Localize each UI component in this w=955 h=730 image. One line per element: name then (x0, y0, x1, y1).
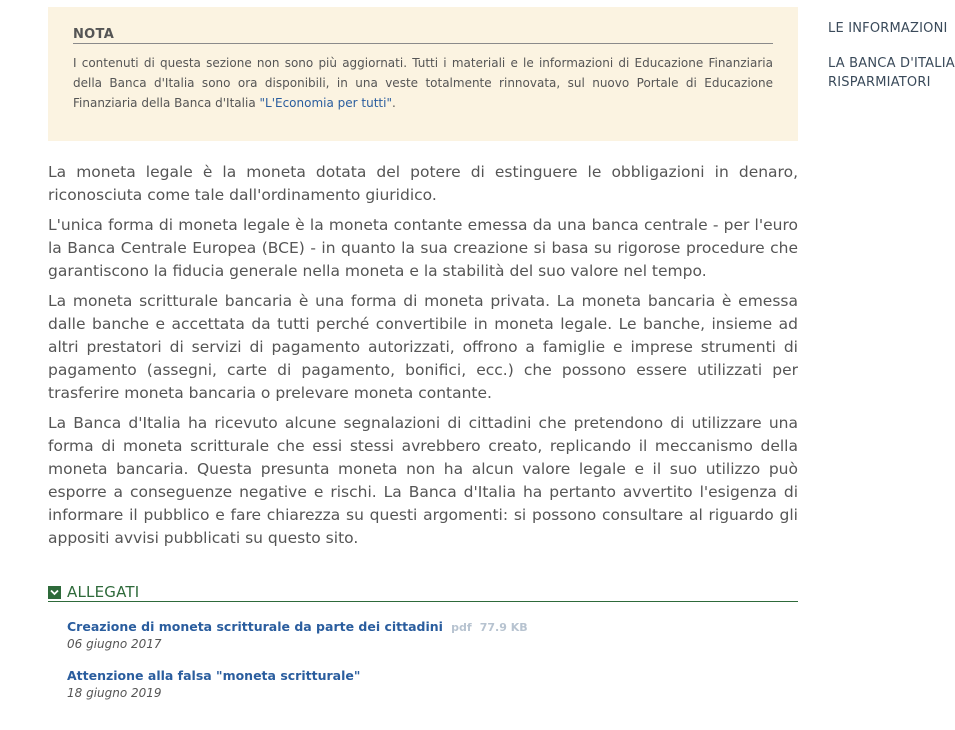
paragraph: L'unica forma di moneta legale è la moneta contante emessa da una banca centrale - per l'euro la Banca Centrale Europea (BCE) - in quanto la sua creazione si basa su rigorose procedure che garantiscono la fiducia generale nella moneta e la stabilità del suo valore nel tempo. (48, 216, 798, 280)
attachment-date: 18 giugno 2019 (67, 686, 162, 700)
attachment-format: pdf (451, 621, 472, 634)
attachment-link[interactable]: Creazione di moneta scritturale da parte dei cittadini (67, 619, 443, 634)
nota-title: NOTA (73, 27, 773, 44)
attachment-item (67, 616, 798, 651)
nota-end: . (392, 96, 396, 110)
nota-body: I contenuti di questa sezione non sono più aggiornati. Tutti i materiali e le informazioni di Educazione Finanziaria della Banca d'Italia sono ora disponibili, in una veste totalmente rinnovata, sul nuovo Portale di Educazione Finanziaria della Banca d'Italia (73, 56, 773, 110)
sidebar (828, 0, 955, 92)
sidebar-item-label: RISPARMIATORI (828, 75, 931, 90)
chevron-down-icon[interactable] (48, 586, 61, 599)
sidebar-item-partial[interactable] (828, 0, 929, 7)
nota-box (48, 7, 798, 141)
allegati-header[interactable] (48, 583, 798, 602)
sidebar-item-banca[interactable] (828, 54, 955, 92)
article-body (48, 161, 798, 550)
allegati-title: ALLEGATI (67, 583, 140, 601)
attachment-item (67, 665, 798, 700)
paragraph: La moneta legale è la moneta dotata del potere di estinguere le obbligazioni in denaro, riconosciuta come tale dall'ordinamento giuridico. (48, 163, 798, 204)
sidebar-item-label: LA BANCA D'ITALIA (828, 56, 955, 71)
sidebar-item-informazioni[interactable]: LE INFORMAZIONI (828, 21, 948, 36)
paragraph: La moneta scritturale bancaria è una forma di moneta privata. La moneta bancaria è emessa dalle banche e accettata da tutti perché convertibile in moneta legale. Le banche, insieme ad altri prestatori di servizi di pagamento autorizzati, offrono a famiglie e imprese strumenti di pagamento (assegni, carte di pagamento, bonifici, ecc.) che possono essere utilizzati per trasferire moneta bancaria o prelevare moneta contante. (48, 292, 798, 402)
attachment-size: 77.9 KB (479, 621, 528, 634)
paragraph: La Banca d'Italia ha ricevuto alcune segnalazioni di cittadini che pretendono di utilizzare una forma di moneta scritturale che essi stessi avrebbero creato, replicando il meccanismo della moneta bancaria. Questa presunta moneta non ha alcun valore legale e il suo utilizzo può esporre a conseguenze negative e rischi. La Banca d'Italia ha pertanto avvertito l'esigenza di informare il pubblico e fare chiarezza su questi argomenti: si possono consultare al riguardo gli appositi avvisi pubblicati su questo sito. (48, 414, 798, 547)
allegati-section (48, 583, 798, 700)
nota-text (73, 53, 773, 113)
economia-per-tutti-link[interactable]: "L'Economia per tutti" (259, 96, 392, 110)
attachment-link[interactable]: Attenzione alla falsa "moneta scritturale" (67, 668, 361, 683)
main-content (48, 0, 798, 700)
attachment-date: 06 giugno 2017 (67, 637, 162, 651)
